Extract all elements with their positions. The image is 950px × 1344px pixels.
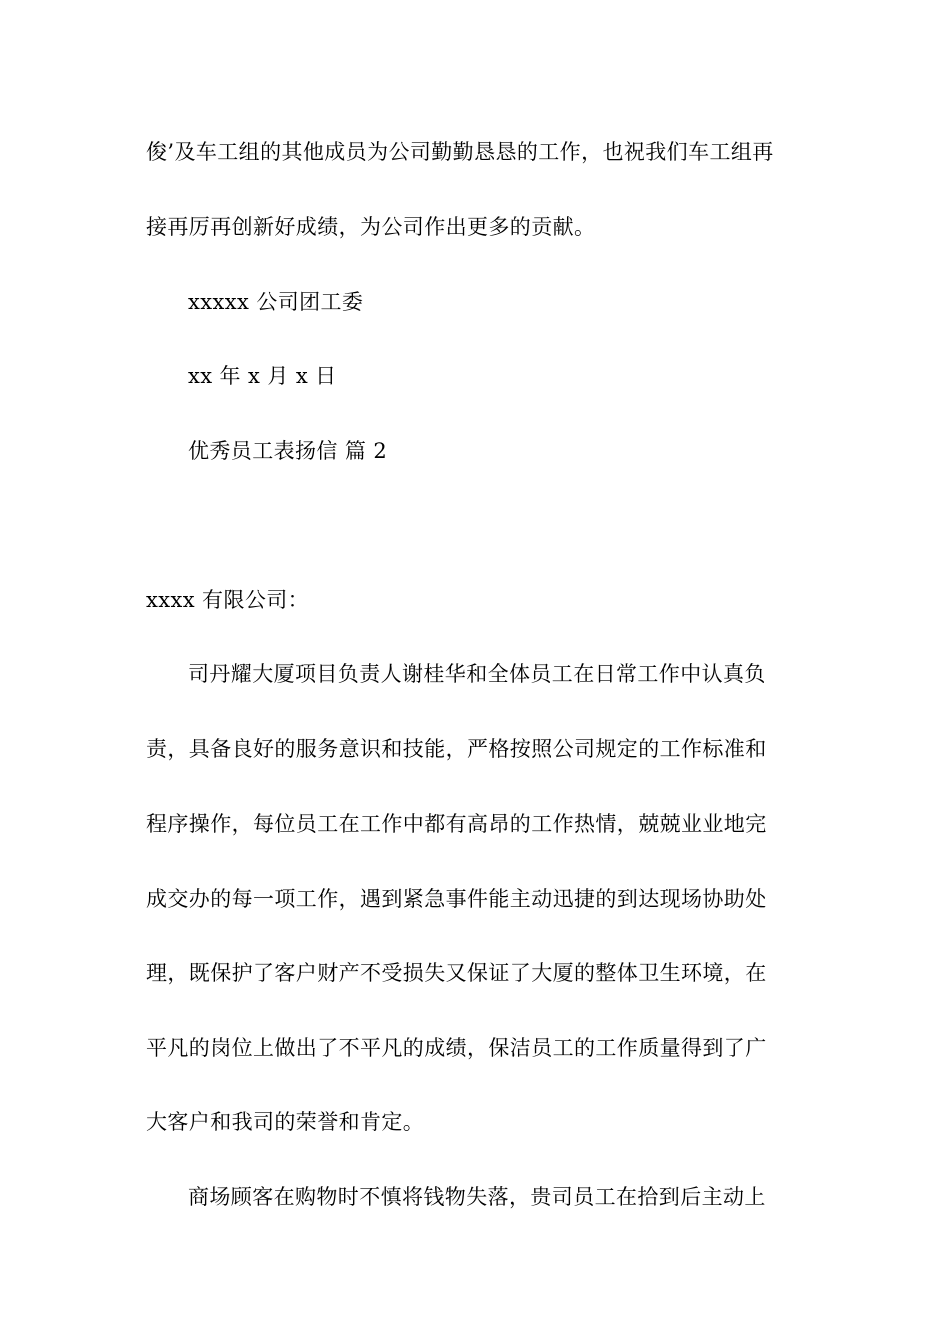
paragraph-line: 程序操作，每位员工在工作中都有高昂的工作热情，兢兢业业地完: [146, 812, 767, 836]
signature-organization: xxxxx 公司团工委: [188, 290, 364, 314]
paragraph-line: 理，既保护了客户财产不受损失又保证了大厦的整体卫生环境，在: [146, 961, 767, 985]
signature-date: xx 年 x 月 x 日: [188, 364, 337, 388]
paragraph-line: 平凡的岗位上做出了不平凡的成绩，保洁员工的工作质量得到了广: [146, 1036, 767, 1060]
paragraph-line: 成交办的每一项工作，遇到紧急事件能主动迅捷的到达现场协助处: [146, 887, 767, 911]
paragraph-line: 司丹耀大厦项目负责人谢桂华和全体员工在日常工作中认真负: [188, 662, 766, 686]
paragraph-line: 责，具备良好的服务意识和技能，严格按照公司规定的工作标准和: [146, 737, 767, 761]
paragraph-line: 接再厉再创新好成绩，为公司作出更多的贡献。: [146, 215, 596, 239]
paragraph-line: 俊’及车工组的其他成员为公司勤勤恳恳的工作，也祝我们车工组再: [146, 140, 774, 164]
letter-salutation: xxxx 有限公司：: [146, 588, 310, 612]
section-heading: 优秀员工表扬信 篇 2: [188, 439, 388, 463]
paragraph-line: 大客户和我司的荣誉和肯定。: [146, 1110, 425, 1134]
paragraph-line: 商场顾客在购物时不慎将钱物失落，贵司员工在拾到后主动上: [188, 1185, 766, 1209]
